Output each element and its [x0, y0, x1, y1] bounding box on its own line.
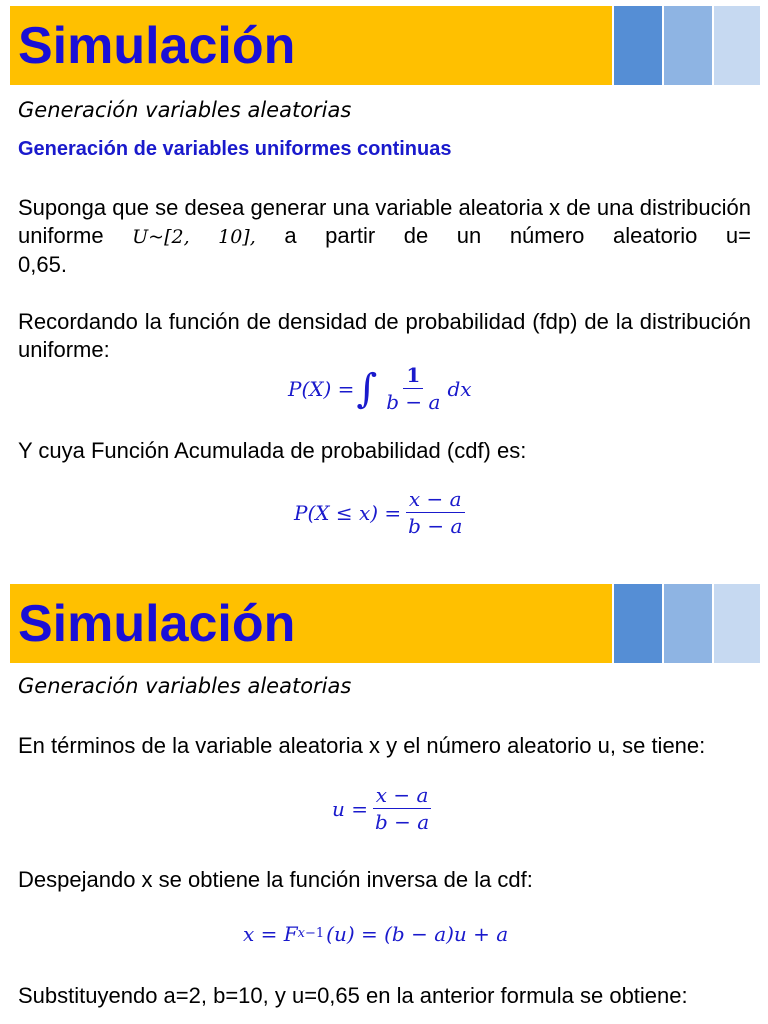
- header-decoration-block: [714, 584, 760, 663]
- header-decoration-block: [614, 584, 662, 663]
- intro-text: Suponga que se desea generar una variable aleatoria x de una distribución uniforme: [18, 195, 751, 248]
- formula-lhs: x = F: [243, 922, 298, 946]
- formula-lhs: P(X ≤ x) =: [294, 500, 402, 525]
- paragraph-terms: En términos de la variable aleatoria x y el número aleatorio u, se tiene:: [18, 733, 706, 758]
- formula-pdf: [288, 364, 472, 413]
- section-heading: Generación de variables uniformes continuas: [18, 138, 452, 160]
- inline-math: U~[2, 10],: [132, 226, 256, 248]
- formula-inverse: x = F x −1 (u) = (b − a)u + a: [243, 922, 509, 946]
- slide-subtitle: Generación variables aleatorias: [18, 674, 352, 698]
- formula-tail: dx: [447, 376, 472, 401]
- paragraph-fdp: Recordando la función de densidad de probabilidad (fdp) de la distribución uniforme:: [18, 309, 751, 362]
- formula-cdf: [294, 488, 469, 537]
- slide-2: [0, 578, 768, 1024]
- fraction-denominator: b − a: [375, 810, 430, 834]
- slide-header: [10, 6, 612, 85]
- header-decoration-block: [664, 6, 712, 85]
- fraction: [405, 488, 465, 537]
- intro-text-cont: a partir de un número aleatorio u=: [284, 223, 751, 248]
- header-decoration-block: [614, 6, 662, 85]
- paragraph-intro: [18, 194, 751, 279]
- fraction-denominator: b − a: [408, 514, 463, 538]
- fraction-numerator: x − a: [406, 488, 465, 513]
- header-decoration-block: [664, 584, 712, 663]
- paragraph-cdf: Y cuya Función Acumulada de probabilidad (cdf) es:: [18, 438, 527, 463]
- fraction: [383, 364, 443, 413]
- fraction-numerator: 1: [403, 364, 423, 389]
- intro-text-end: 0,65.: [18, 252, 67, 277]
- paragraph-substitute: Substituyendo a=2, b=10, y u=0,65 en la anterior formula se obtiene:: [18, 983, 688, 1008]
- fraction-numerator: x − a: [373, 784, 432, 809]
- slide-title: Simulación: [18, 17, 296, 75]
- formula-lhs: P(X) =: [288, 376, 355, 401]
- header-decoration-block: [714, 6, 760, 85]
- slide-header: [10, 584, 612, 663]
- slide-subtitle: Generación variables aleatorias: [18, 98, 352, 122]
- fraction: [372, 784, 432, 833]
- integral-symbol: ∫: [356, 365, 378, 412]
- formula-lhs: u =: [332, 796, 368, 821]
- paragraph-inverse: Despejando x se obtiene la función inversa de la cdf:: [18, 867, 533, 892]
- formula-rhs: (u) = (b − a)u + a: [326, 922, 509, 946]
- slide-title: Simulación: [18, 595, 296, 653]
- formula-u: [332, 784, 436, 833]
- paragraph-line: [18, 194, 751, 251]
- fraction-denominator: b − a: [386, 390, 441, 414]
